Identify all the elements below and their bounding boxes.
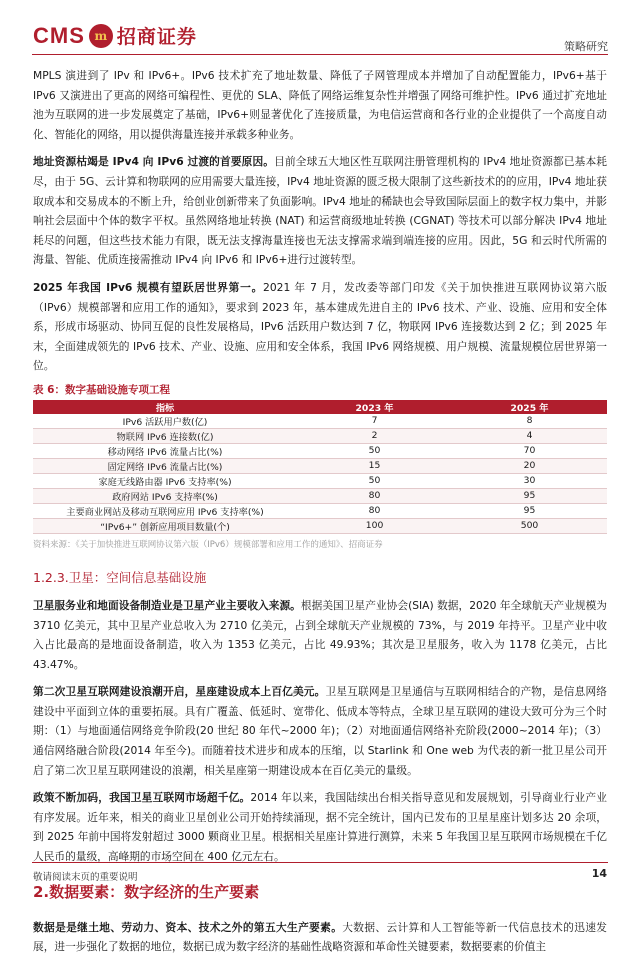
table-cell: 20 — [452, 458, 607, 473]
paragraph-satellite-revenue: 卫星服务业和地面设备制造业是卫星产业主要收入来源。根据美国卫星产业协会(SIA) 数据，2020 年全球航天产业规模为 3710 亿美元，其中卫星产业总收入为 2710 亿美元，占到全球航天产业规模的 73%，与 2019 年持平。卫星产业中收入占比最高的是地面设备制造，收入为 1353 亿美元，占比 49.93%；其次是卫星服务，收入为 1178 亿美元，占比 43.47%。 — [33, 598, 607, 671]
main-content — [33, 66, 607, 957]
table-row — [33, 518, 607, 533]
table-row — [33, 488, 607, 503]
paragraph-ipv4-exhaustion: 地址资源枯竭是 IPv4 向 IPv6 过渡的首要原因。目前全球五大地区性互联网注册管理机构的 IPv4 地址资源都已基本耗尽，由于 5G、云计算和物联网的应用需要大量连接，IPv4 地址资源的匮乏极大限制了这些新技术的的应用，IPv4 地址获取成本和交易成本的不断上升，给创业创新带来了负面影响。IPv4 地址的稀缺也会导致国际层面上的数字权力集中，并影响社会层面中个体的数字平权。虽然网络地址转换 (NAT) 和运营商级地址转换 (CGNAT) 等技术可以部分解决 IPv4 地址耗尽的问题，但这些技术能力有限，既无法支撑海量连接也无法支撑需求端到端连接的应用。因此，5G 和云时代所需的海量、智能、优质连接需推动 IPv4 向 IPv6 和 IPv6+进行过渡转型。 — [33, 155, 607, 267]
table-cell: “IPv6+” 创新应用项目数量(个) — [33, 518, 297, 533]
table-cell: 100 — [297, 518, 452, 533]
paragraph-satellite-internet: 第二次卫星互联网建设浪潮开启，星座建设成本上百亿美元。卫星互联网是卫星通信与互联网相结合的产物，是信息网络建设中平面到立体的重要拓展。具有广覆盖、低延时、宽带化、低成本等特点，全球卫星互联网的建设大致可分为三个时期：（1）与地面通信网络竞争阶段(20 世纪 80 年代~2000 年)；（2）对地面通信网络补充阶段(2000~2014 年)；（3）通信网络融合阶段(2014 年至今)。而随着技术进步和成本的压缩，以 Starlink 和 One web 为代表的新一批卫星公司开启了第二次卫星互联网建设的浪潮，相关星座第一期建设成本在百亿美元的量级。 — [33, 685, 607, 777]
table-cell: 4 — [452, 428, 607, 443]
table-header-cell: 2023 年 — [297, 400, 452, 414]
paragraph-data-elements: 数据是是继土地、劳动力、资本、技术之外的第五大生产要素。大数据、云计算和人工智能等新一代信息技术的迅速发展，进一步强化了数据的地位，数据已成为数字经济的基础性战略资源和革命性关键要素，数据要素的价值主 — [33, 920, 607, 954]
table-header-row — [33, 400, 607, 414]
section-heading-data-elements: 2.数据要素：数字经济的生产要素 — [33, 882, 260, 901]
table-cell: IPv6 活跃用户数(亿) — [33, 414, 297, 429]
footer-disclaimer: 敬请阅读末页的重要说明 — [33, 872, 138, 883]
table-row — [33, 414, 607, 429]
footer-divider — [32, 862, 608, 863]
table-cell: 移动网络 IPv6 流量占比(%) — [33, 443, 297, 458]
table-cell: 固定网络 IPv6 流量占比(%) — [33, 458, 297, 473]
table-cell: 7 — [297, 414, 452, 429]
table-cell: 50 — [297, 443, 452, 458]
table-cell: 80 — [297, 488, 452, 503]
table-header-cell: 2025 年 — [452, 400, 607, 414]
infrastructure-table — [33, 400, 607, 534]
logo-text-cms: CMS — [33, 22, 85, 48]
logo-text-cn: 招商证券 — [116, 26, 197, 48]
table-cell: 政府网站 IPv6 支持率(%) — [33, 488, 297, 503]
report-category: 策略研究 — [564, 40, 608, 53]
table-cell: 80 — [297, 503, 452, 518]
table-row — [33, 458, 607, 473]
table-cell: 主要商业网站及移动互联网应用 IPv6 支持率(%) — [33, 503, 297, 518]
table-cell: 8 — [452, 414, 607, 429]
section-heading-satellite: 1.2.3.卫星：空间信息基础设施 — [33, 569, 207, 585]
paragraph-mpls: MPLS 演进到了 IPv 和 IPv6+。IPv6 技术扩充了地址数量、降低了子网管理成本并增加了自动配置能力，IPv6+基于 IPv6 又演进出了更高的网络可编程性、更优的 SLA、降低了网络运维复杂性并增强了网络可维护性。IPv6 通过扩充地址池为互联网的进一步发展奠定了基础，IPv6+则显著优化了连接质量，为电信运营商和各行业的企业提供了一个高度自动化、智能化的网络，用以提供海量连接并承载多种业务。 — [33, 69, 607, 141]
table-title: 表 6：数字基础设施专项工程 — [33, 383, 170, 396]
table-cell: 50 — [297, 473, 452, 488]
table-cell: 家庭无线路由器 IPv6 支持率(%) — [33, 473, 297, 488]
company-logo — [33, 22, 197, 49]
table-cell: 2 — [297, 428, 452, 443]
page-header — [0, 0, 640, 62]
table-source: 资料来源：《关于加快推进互联网协议第六版（IPv6）规模部署和应用工作的通知》、招商证券 — [33, 539, 383, 550]
table-cell: 70 — [452, 443, 607, 458]
table-cell: 95 — [452, 503, 607, 518]
table-cell: 95 — [452, 488, 607, 503]
header-divider — [32, 54, 608, 55]
table-row — [33, 428, 607, 443]
paragraph-satellite-policy: 政策不断加码，我国卫星互联网市场超千亿。2014 年以来，我国陆续出台相关指导意见和发展规划，引导商业行业产业有序发展。近年来，相关的商业卫星创业公司开始持续涌现，据不完全统计，国内已发布的卫星星座计划多达 20 余项，到 2025 年前中国将发射超过 3000 颗商业卫星。根据相关星座计算进行测算，未来 5 年我国卫星互联网市场规模在千亿人民币的量级，高峰期的市场空间在 400 亿元左右。 — [33, 791, 607, 864]
table-cell: 30 — [452, 473, 607, 488]
table-cell: 15 — [297, 458, 452, 473]
table-header-cell: 指标 — [33, 400, 297, 414]
logo-mark-icon: m — [89, 24, 113, 48]
table-cell: 500 — [452, 518, 607, 533]
table-row — [33, 503, 607, 518]
table-row — [33, 443, 607, 458]
table-row — [33, 473, 607, 488]
table-cell: 物联网 IPv6 连接数(亿) — [33, 428, 297, 443]
page-number: 14 — [591, 867, 607, 880]
paragraph-ipv6-2025: 2025 年我国 IPv6 规模有望跃居世界第一。2021 年 7 月，发改委等部门印发《关于加快推进互联网协议第六版（IPv6）规模部署和应用工作的通知》，要求到 2023 年，基本建成先进自主的 IPv6 技术、产业、设施、应用和安全体系，形成市场驱动、协同互促的良性发展格局，IPv6 活跃用户数达到 7 亿，物联网 IPv6 连接数达到 2 亿；到 2025 年末，全面建成领先的 IPv6 技术、产业、设施、应用和安全体系，我国 IPv6 网络规模、用户规模、流量规模位居世界第一位。 — [33, 280, 607, 373]
